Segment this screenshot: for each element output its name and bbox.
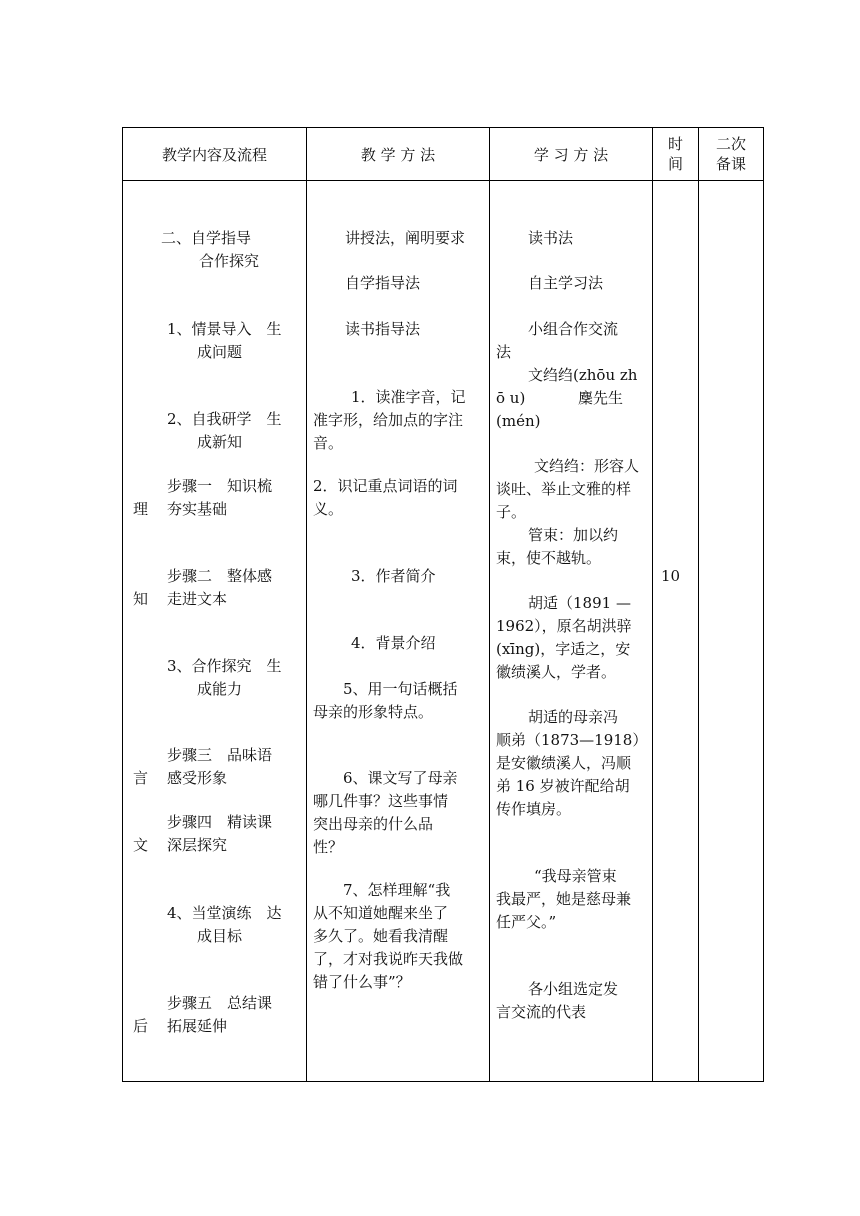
background-line5: 传作填房。	[496, 800, 572, 818]
item-2-line2: 成新知	[197, 433, 243, 451]
author-line2: 1962），原名胡洪骍	[496, 617, 632, 635]
item-4-line2: 成目标	[197, 927, 243, 945]
question-1-line1: 1．读准字音，记	[351, 388, 466, 406]
author-line3: (xīng)，字适之，安	[496, 640, 631, 658]
step-1-line2a: 理	[133, 500, 149, 518]
group-task-line2: 言交流的代表	[496, 1003, 587, 1021]
header-content: 教学内容及流程	[123, 128, 307, 181]
step-4-line2a: 文	[133, 836, 149, 854]
question-1-line2: 准字形，给加点的字注	[313, 411, 464, 429]
question-7-line2: 从不知道她醒来坐了	[313, 904, 449, 922]
step-5-line2a: 后	[133, 1017, 149, 1035]
question-6-line3: 突出母亲的什么品	[313, 815, 434, 833]
question-2-line2: 义。	[313, 500, 344, 518]
learning-method-3-line1: 小组合作交流	[528, 320, 619, 338]
question-6-line4: 性？	[313, 838, 344, 856]
background-line1: 胡适的母亲冯	[528, 708, 619, 726]
question-5-line2: 母亲的形象特点。	[313, 703, 434, 721]
lesson-plan-table	[122, 127, 764, 1082]
header-learning-method: 学 习 方 法	[490, 128, 653, 181]
content-cell	[123, 181, 307, 1082]
item-3-line2: 成能力	[197, 680, 243, 698]
quote-line2: 我最严，她是慈母兼	[496, 890, 632, 908]
question-2-line1: 2．识记重点词语的词	[313, 477, 458, 495]
header-time-line2: 间	[667, 155, 683, 173]
step-3-line2b: 感受形象	[167, 769, 228, 787]
question-4: 4．背景介绍	[351, 634, 436, 652]
learning-method-2: 自主学习法	[528, 274, 604, 292]
time-cell	[653, 181, 699, 1082]
learning-method-1: 读书法	[528, 229, 574, 247]
item-1-line1: 1、情景导入 生	[167, 320, 282, 338]
step-5-line2b: 拓展延伸	[167, 1017, 228, 1035]
learning-method-cell	[490, 181, 653, 1082]
notes-cell	[699, 181, 764, 1082]
step-1-line2b: 夯实基础	[167, 500, 228, 518]
step-5-line1: 步骤五 总结课	[167, 994, 273, 1012]
group-task-line1: 各小组选定发	[528, 980, 619, 998]
teaching-method-2: 自学指导法	[345, 274, 421, 292]
definition-1-line2: 谈吐、举止文雅的样	[496, 480, 632, 498]
question-7-line3: 多久了。她看我清醒	[313, 927, 449, 945]
step-4-line1: 步骤四 精读课	[167, 813, 273, 831]
definition-2-line2: 束，使不越轨。	[496, 549, 602, 567]
learning-method-3-line2: 法	[496, 343, 512, 361]
header-notes	[699, 128, 764, 181]
step-1-line1: 步骤一 知识梳	[167, 477, 273, 495]
author-line1: 胡适（1891 —	[528, 594, 631, 612]
item-4-line1: 4、当堂演练 达	[167, 904, 282, 922]
question-5-line1: 5、用一句话概括	[343, 680, 458, 698]
quote-line3: 任严父。”	[496, 913, 557, 931]
definition-1-line1: 文绉绉：形容人	[534, 457, 640, 475]
pinyin-note-line3: (mén)	[496, 412, 541, 430]
time-value: 10	[661, 567, 681, 585]
step-3-line2a: 言	[133, 769, 149, 787]
definition-1-line3: 子。	[496, 503, 527, 521]
background-line3: 是安徽绩溪人，冯顺	[496, 754, 632, 772]
question-6-line1: 6、课文写了母亲	[343, 769, 458, 787]
section-title-line1: 二、自学指导	[161, 229, 252, 247]
item-3-line1: 3、合作探究 生	[167, 657, 282, 675]
question-1-line3: 音。	[313, 434, 344, 452]
header-notes-line2: 备课	[715, 155, 746, 173]
pinyin-note-line2b: 麇先生	[578, 389, 624, 407]
header-time-line1: 时	[667, 135, 683, 153]
question-7-line4: 了，才对我说昨天我做	[313, 950, 464, 968]
question-7-line1: 7、怎样理解“我	[343, 881, 451, 899]
item-1-line2: 成问题	[197, 343, 243, 361]
author-line4: 徽绩溪人，学者。	[496, 663, 617, 681]
header-row	[123, 128, 764, 181]
teaching-method-cell	[307, 181, 490, 1082]
step-2-line2b: 走进文本	[167, 590, 228, 608]
header-teaching-method: 教 学 方 法	[307, 128, 490, 181]
teaching-method-3: 读书指导法	[345, 320, 421, 338]
step-4-line2b: 深层探究	[167, 836, 228, 854]
header-notes-line1: 二次	[715, 135, 746, 153]
definition-2-line1: 管束：加以约	[528, 526, 619, 544]
body-row	[123, 181, 764, 1082]
pinyin-note-line2a: ō u)	[496, 389, 526, 407]
step-2-line2a: 知	[133, 590, 149, 608]
pinyin-note-line1: 文绉绉(zhōu zh	[528, 366, 638, 384]
quote-line1: “我母亲管束	[534, 867, 617, 885]
section-title-line2: 合作探究	[199, 252, 260, 270]
background-line2: 顺弟（1873—1918）	[496, 731, 648, 749]
teaching-method-1: 讲授法，阐明要求	[345, 229, 466, 247]
step-3-line1: 步骤三 品味语	[167, 746, 273, 764]
header-time	[653, 128, 699, 181]
item-2-line1: 2、自我研学 生	[167, 410, 282, 428]
background-line4: 弟 16 岁被许配给胡	[496, 777, 630, 795]
question-7-line5: 错了什么事”？	[313, 973, 411, 991]
question-6-line2: 哪几件事？这些事情	[313, 792, 449, 810]
step-2-line1: 步骤二 整体感	[167, 567, 273, 585]
question-3: 3．作者简介	[351, 567, 436, 585]
